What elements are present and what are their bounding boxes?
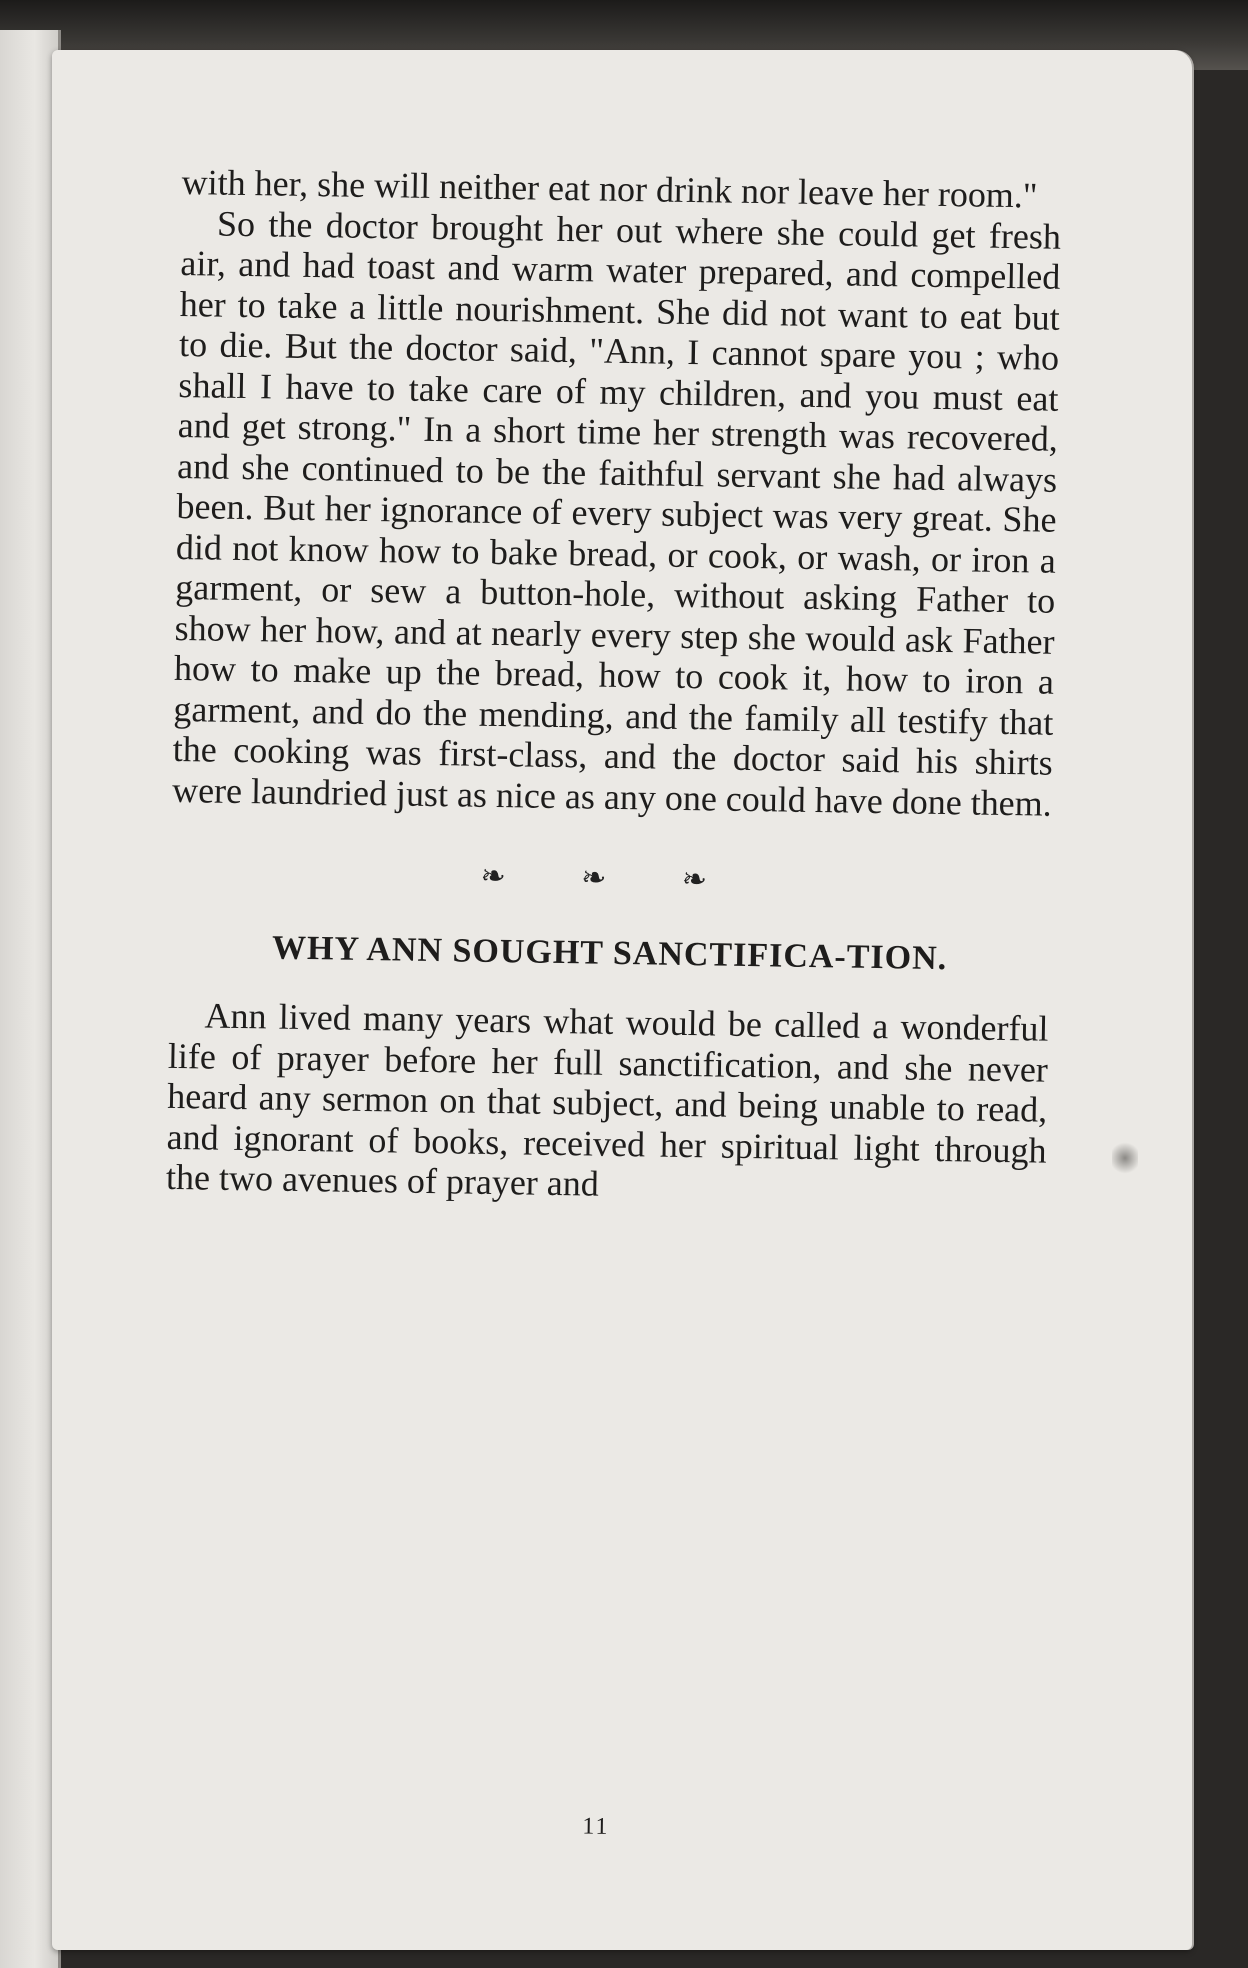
paragraph-continuation: with her, she will neither eat nor drink nor leave her room." bbox=[181, 162, 1038, 216]
body-text bbox=[172, 162, 1062, 824]
paragraph-doctor: So the doctor brought her out where she could get fresh air, and had toast and warm water prepared, and compelled her to take a little nourishment. She did not want to eat but to die. But the doctor said, "Ann, I cannot spare you ; who shall I have to take care of my children, and you must eat and get strong." In a short time her strength was recovered, and she continued to be the faithful servant she had always been. But her ignorance of every subject was very great. She did not know how to bake bread, or cook, or wash, or iron a garment, or sew a button-hole, without asking Father to show her how, and at nearly every step she would ask Father how to make up the bread, how to cook it, how to iron a garment, and do the mending, and the family all testify that the cooking was first-class, and the doctor said his shirts were laundried just as nice as any one could have done them. bbox=[171, 203, 1062, 824]
chapter-body bbox=[166, 995, 1049, 1211]
chapter-title: WHY ANN SOUGHT SANCTIFICA-TION. bbox=[271, 929, 948, 978]
book-page bbox=[52, 50, 1192, 1950]
page-content bbox=[165, 162, 1062, 1840]
section-ornaments: ❧ ❧ ❧ bbox=[480, 859, 742, 897]
page-number: 11 bbox=[582, 1813, 610, 1840]
ink-blot bbox=[1112, 1140, 1138, 1176]
paragraph-ann-lived: Ann lived many years what would be called a wonderful life of prayer before her full sanctification, and she never heard any sermon on that subject, and being unable to read, and ignorant of books, received her spiritual light through the two avenues of prayer and bbox=[165, 995, 1049, 1204]
